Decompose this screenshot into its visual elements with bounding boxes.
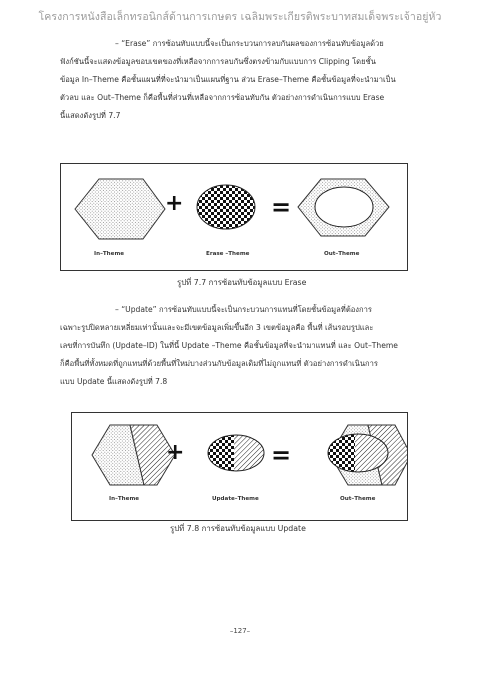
figure-update-drawing bbox=[72, 413, 407, 520]
out-theme-hole bbox=[315, 187, 373, 227]
equals-sign: = bbox=[271, 441, 292, 469]
label-in-theme: In–Theme bbox=[94, 251, 125, 257]
para-line: ข้อมูล In–Theme คือชั้นแผนที่ที่จะนำมาเป็นแผนที่ฐาน ส่วน Erase–Theme คือชั้นข้อมูลที่จะนำมาเป็น bbox=[60, 75, 396, 84]
para-line: แบบ Update นี้แสดงดังรูปที่ 7.8 bbox=[60, 377, 168, 386]
figure-update bbox=[71, 412, 408, 521]
para-line: – “Erase” การซ้อนทับแบบนี้จะเป็นกระบวนการลบกันผลของการซ้อนทับข้อมูลด้วย bbox=[115, 39, 384, 48]
para-line: ก็คือพื้นที่ทั้งหมดที่ถูกแทนที่ด้วยพื้นที่ใหม่บางส่วนกับข้อมูลเดิมที่ไม่ถูกแทนที่ ตัวอย่างการดำเนินการ bbox=[60, 359, 378, 368]
para-line: เฉพาะรูปปิดหลายเหลี่ยมเท่านั้นและจะมีเขตข้อมูลเพิ่มขึ้นอีก 3 เขตข้อมูลคือ พื้นที่ เส้นรอบรูปและ bbox=[60, 323, 374, 332]
out-theme-combined bbox=[328, 425, 407, 485]
paragraph-erase bbox=[60, 35, 428, 125]
paragraph-update bbox=[60, 301, 428, 391]
equals-sign: = bbox=[271, 193, 292, 221]
running-header: โครงการหนังสือเล็กทรอนิกส์ด้านการเกษตร เฉลิมพระเกียรติพระบาทสมเด็จพระเจ้าอยู่หัว bbox=[38, 11, 442, 23]
page-number: –127– bbox=[229, 627, 251, 635]
para-line: นี้แสดงดังรูปที่ 7.7 bbox=[60, 111, 121, 120]
plus-sign: + bbox=[166, 440, 185, 465]
in-theme-hexagon bbox=[75, 179, 165, 239]
figure-caption: รูปที่ 7.7 การซ้อนทับข้อมูลแบบ Erase bbox=[177, 278, 307, 287]
para-line: ตัวลบ และ Out–Theme ก็คือพื้นที่ส่วนที่เหลือจากการซ้อนทับกัน ตัวอย่างการดำเนินการแบบ Erase bbox=[60, 93, 385, 102]
label-erase-theme: Erase –Theme bbox=[206, 251, 250, 257]
para-line: – “Update” การซ้อนทับแบบนี้จะเป็นกระบวนการแทนที่โดยชั้นข้อมูลที่ต้องการ bbox=[115, 305, 372, 314]
label-out-theme: Out–Theme bbox=[324, 251, 360, 257]
plus-sign: + bbox=[165, 191, 184, 216]
label-in-theme: In–Theme bbox=[109, 496, 140, 502]
label-out-theme: Out–Theme bbox=[340, 496, 376, 502]
para-line: ฟังก์ชันนี้จะแสดงข้อมูลขอบเขตของที่เหลือจากการลบกันซึ่งตรงข้ามกับแบบการ Clipping โดยชั้น bbox=[60, 57, 376, 66]
figure-erase bbox=[60, 163, 408, 271]
label-update-theme: Update–Theme bbox=[212, 496, 259, 502]
figure-caption: รูปที่ 7.8 การซ้อนทับข้อมูลแบบ Update bbox=[170, 524, 306, 533]
erase-theme-ellipse bbox=[197, 185, 255, 229]
update-theme-ellipse bbox=[208, 435, 264, 471]
para-line: เลขที่การบันทึก (Update–ID) ในที่นี้ Update –Theme คือชั้นข้อมูลที่จะนำมาแทนที่ และ Out–Theme bbox=[60, 341, 398, 350]
